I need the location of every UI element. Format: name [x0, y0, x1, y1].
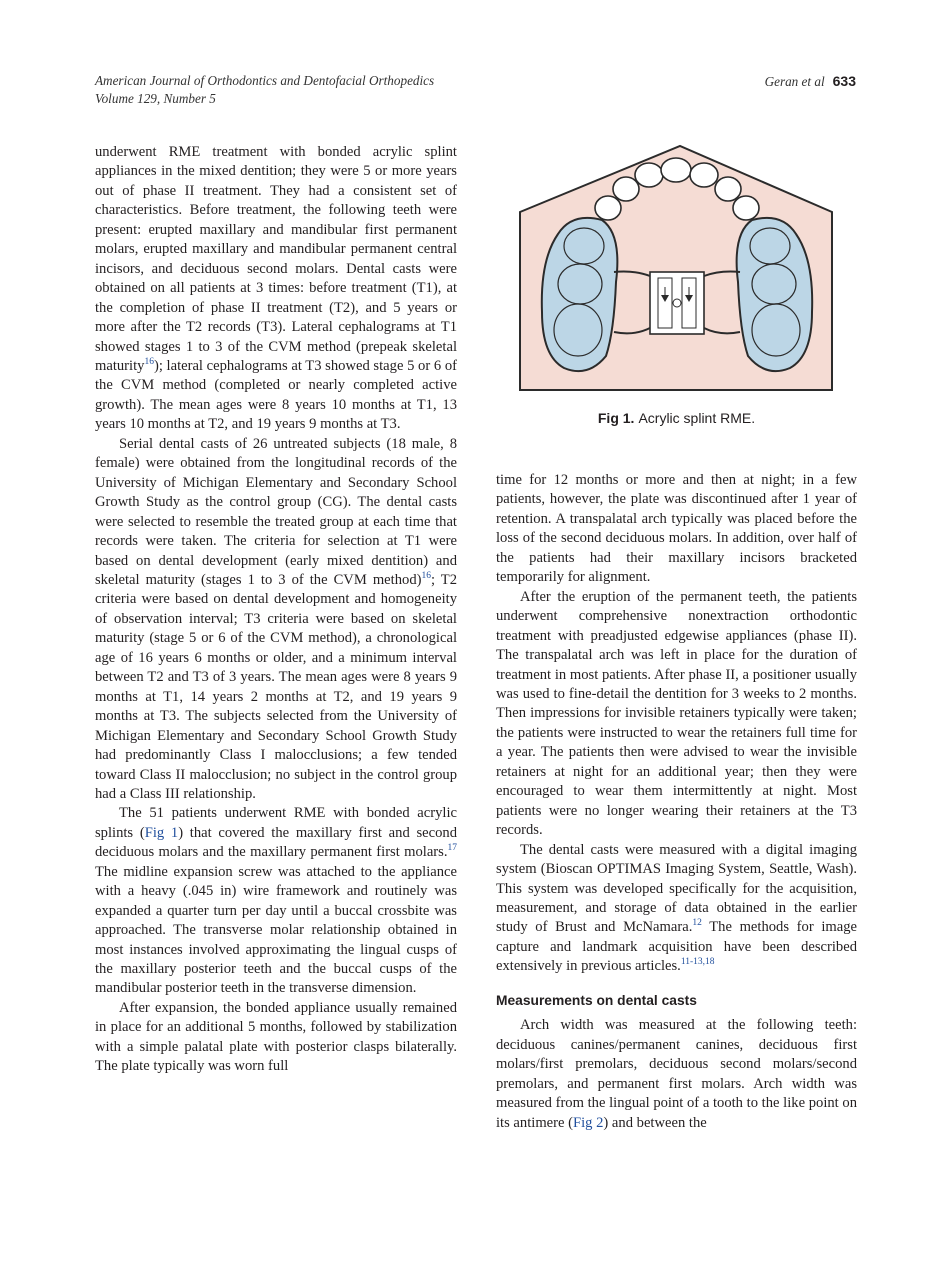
paragraph: time for 12 months or more and then at night; in a few patients, however, the plate was discontinued after 1 year of retention. A transpalatal arch typically was placed before the loss of the second deciduous molars. In addition, over half of the patients had their maxillary incisors bracketed temporarily for alignment. — [496, 472, 857, 586]
figure-caption-text: Acrylic splint RME. — [638, 410, 756, 426]
figure-link[interactable]: Fig 2 — [573, 1114, 604, 1131]
acrylic-splint-illustration — [510, 142, 844, 394]
text-run: Serial dental casts of 26 untreated subjects (18 male, 8 female) were obtained from the longitudinal records of the University of Michigan Elementary and Secondary School Growth Study as the control group (CG). The dental casts were selected to resemble the treated group at each time that records were taken. The criteria for selection at T1 were based on dental development (early mixed dentition) and skeletal maturity (stages 1 to 3 of the CVM method) — [95, 435, 457, 588]
paragraph: After expansion, the bonded appliance usually remained in place for an additional 5 months, followed by stabilization with a simple palatal plate with posterior clasps bilaterally. The plate typically was worn full — [95, 999, 457, 1075]
paragraph: After the eruption of the permanent teeth, the patients underwent comprehensive nonextraction orthodontic treatment with preadjusted edgewise appliances (phase II). The transpalatal arch was left in place for the duration of treatment in most patients. After phase II, a positioner usually was used to fine-detail the dentition for 3 weeks to 2 months. Then impressions for invisible retainers typically were taken; the patients were instructed to wear the retainers full time for a year. The patients then were advised to wear the invisible retainers at night for an additional year; then they were encouraged to wear them intermittently at night. Most patients were no longer wearing their retainers at the T3 records. — [496, 588, 857, 839]
paragraph — [496, 841, 857, 977]
text-run: Arch width was measured at the following teeth: deciduous canines/permanent canines, deciduous first molars/first premolars, deciduous second molars/second premolars, and permanent first molars. Arch width was measured from the lingual point of a tooth to the like point on its antimere ( — [496, 1017, 857, 1131]
citation-ref[interactable]: 12 — [692, 918, 702, 929]
text-run: ; T2 criteria were based on dental development and homogeneity of observation interval; T3 criteria were based on skeletal maturity (stage 5 or 6 of the CVM method), a chronological age of 16 years 6 months or older, and a minimum interval between T2 and T3 of 3 years. The mean ages were 8 years 9 months at T1, 14 years 2 months at T2, and 19 years 9 months at T3. The subjects selected from the University of Michigan Elementary and Secondary School Growth Study had predominantly Class I malocclusions; a few tended toward Class II malocclusion; no subject in the control group had a Class III relationship. — [95, 571, 457, 802]
text-run: underwent RME treatment with bonded acrylic splint appliances in the mixed dentition; they were 5 or more years out of phase II treatment. They had a consistent set of characteristics. Before treatment, the following teeth were present: erupted maxillary and mandibular first permanent molars, erupted maxillary and mandibular permanent central incisors, and deciduous second molars. Dental casts were obtained on all patients at 3 times: before treatment (T1), at the completion of phase II treatment (T2), and 5 years or more after the T2 records (T3). Lateral cephalograms at T1 showed stages 1 to 3 of the CVM method (prepeak skeletal maturity — [95, 144, 457, 374]
running-header-journal — [95, 72, 434, 108]
journal-volume: Volume 129, Number 5 — [95, 91, 216, 106]
paragraph — [95, 435, 457, 805]
figure-1 — [510, 142, 844, 394]
expansion-screw — [650, 272, 704, 334]
citation-ref[interactable]: 16 — [421, 570, 431, 581]
figure-caption-label: Fig 1. — [597, 410, 635, 426]
citation-ref[interactable]: 17 — [447, 843, 457, 854]
paragraph — [496, 1016, 857, 1133]
left-column — [95, 143, 457, 1077]
running-header-page — [765, 72, 856, 91]
paragraph — [95, 804, 457, 999]
right-acrylic-splint — [737, 218, 813, 371]
figure-link[interactable]: Fig 1 — [144, 824, 179, 841]
text-run: ) that covered the maxillary first and second deciduous molars and the maxillary permanent first molars. — [95, 824, 457, 861]
section-heading: Measurements on dental casts — [496, 992, 697, 1008]
citation-ref[interactable]: 11-13,18 — [680, 957, 715, 968]
right-column — [496, 471, 857, 1133]
figure-caption — [496, 410, 857, 426]
page-number: 633 — [832, 73, 856, 89]
header-authors: Geran et al — [764, 74, 825, 89]
text-run: The midline expansion screw was attached to the appliance with a heavy (.045 in) wire framework and routinely was expanded a quarter turn per day until a buccal crossbite was approached. The transverse molar relationship obtained in most instances involved approximating the lingual cusps of the maxillary posterior teeth and the buccal cusps of the mandibular posterior teeth in the transverse dimension. — [95, 863, 457, 997]
left-acrylic-splint — [542, 218, 618, 371]
citation-ref[interactable]: 16 — [144, 356, 154, 367]
text-run: The 51 patients underwent RME with bonded acrylic splints ( — [95, 805, 457, 841]
text-run: ); lateral cephalograms at T3 showed stage 5 or 6 of the CVM method (completed or nearly completed active growth). The mean ages were 8 years 10 months at T1, 13 years 10 months at T2, and 19 years 9 months at T3. — [95, 357, 457, 433]
text-run: ) and between the — [603, 1114, 707, 1131]
paragraph — [95, 143, 457, 435]
text-run: The methods for image capture and landmark acquisition have been described extensively in previous articles. — [496, 919, 857, 975]
text-run: The dental casts were measured with a digital imaging system (Bioscan OPTIMAS Imaging System, Seattle, Wash). This system was developed specifically for the acquisition, measurement, and storage of data obtained in the earlier study of Brust and McNamara. — [496, 841, 857, 936]
journal-title: American Journal of Orthodontics and Dentofacial Orthopedics — [95, 73, 435, 88]
